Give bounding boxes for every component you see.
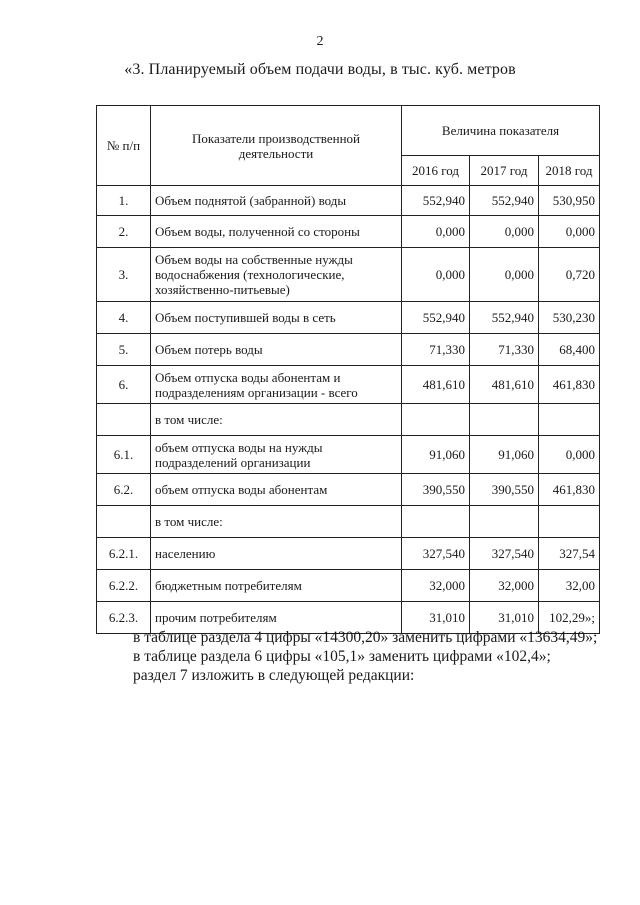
row-label: населению: [151, 538, 402, 570]
table-row: [97, 474, 600, 506]
row-value: [539, 404, 600, 436]
row-label: объем отпуска воды абонентам: [151, 474, 402, 506]
table-row: [97, 436, 600, 474]
row-number: 6.2.1.: [97, 538, 151, 570]
row-value: [402, 506, 470, 538]
table-row: [97, 366, 600, 404]
row-value: 91,060: [402, 436, 470, 474]
row-value: 68,400: [539, 334, 600, 366]
row-value: 32,00: [539, 570, 600, 602]
row-label: Объем воды, полученной со стороны: [151, 216, 402, 248]
row-value: 552,940: [470, 186, 539, 216]
row-value: [402, 404, 470, 436]
row-value: 0,000: [402, 248, 470, 302]
row-value: 71,330: [470, 334, 539, 366]
row-value: 390,550: [470, 474, 539, 506]
table-row: [97, 302, 600, 334]
row-label: прочим потребителям: [151, 602, 402, 634]
row-value: 552,940: [402, 186, 470, 216]
row-value: 0,000: [470, 216, 539, 248]
row-number: 6.1.: [97, 436, 151, 474]
row-number: [97, 404, 151, 436]
row-value: 102,29»;: [539, 602, 600, 634]
row-number: 6.2.3.: [97, 602, 151, 634]
amendment-text: [133, 628, 603, 685]
row-number: 3.: [97, 248, 151, 302]
row-value: 390,550: [402, 474, 470, 506]
row-number: 6.2.2.: [97, 570, 151, 602]
year-header: 2016 год: [402, 156, 470, 186]
row-label: Объем воды на собственные нужды водоснабжения (технологические, хозяйственно-питьевые): [151, 248, 402, 302]
page-number: 2: [316, 34, 324, 49]
row-number: [97, 506, 151, 538]
col-number-header: № п/п: [97, 106, 151, 186]
row-value: 327,540: [402, 538, 470, 570]
row-value: 481,610: [470, 366, 539, 404]
row-value: 32,000: [470, 570, 539, 602]
row-value: 0,000: [539, 216, 600, 248]
table-row: [97, 334, 600, 366]
row-value: 0,000: [402, 216, 470, 248]
amendment-paragraph: в таблице раздела 4 цифры «14300,20» заменить цифрами «13634,49»;: [133, 629, 598, 646]
row-label: Объем отпуска воды абонентам и подразделениям организации - всего: [151, 366, 402, 404]
row-label: в том числе:: [151, 404, 402, 436]
row-label: Объем потерь воды: [151, 334, 402, 366]
row-number: 5.: [97, 334, 151, 366]
row-value: 31,010: [402, 602, 470, 634]
row-value: 327,54: [539, 538, 600, 570]
row-value: 32,000: [402, 570, 470, 602]
row-value: [470, 506, 539, 538]
row-number: 6.: [97, 366, 151, 404]
row-value: [539, 506, 600, 538]
row-value: 0,000: [470, 248, 539, 302]
row-label: Объем поднятой (забранной) воды: [151, 186, 402, 216]
year-header: 2017 год: [470, 156, 539, 186]
amendment-paragraph: раздел 7 изложить в следующей редакции:: [133, 667, 415, 684]
row-value: 530,950: [539, 186, 600, 216]
table-row: [97, 570, 600, 602]
row-label: в том числе:: [151, 506, 402, 538]
row-value: 461,830: [539, 366, 600, 404]
row-label: бюджетным потребителям: [151, 570, 402, 602]
table-row: [97, 538, 600, 570]
row-value: 552,940: [402, 302, 470, 334]
col-indicator-header: Показатели производственной деятельности: [151, 106, 402, 186]
water-supply-table: [96, 105, 600, 634]
row-value: 91,060: [470, 436, 539, 474]
table-header-row: [97, 106, 600, 156]
row-value: 0,000: [539, 436, 600, 474]
row-number: 2.: [97, 216, 151, 248]
row-value: 31,010: [470, 602, 539, 634]
row-value: 552,940: [470, 302, 539, 334]
row-value: 530,230: [539, 302, 600, 334]
row-value: [470, 404, 539, 436]
table-row: [97, 248, 600, 302]
year-header: 2018 год: [539, 156, 600, 186]
row-value: 461,830: [539, 474, 600, 506]
section-heading: «3. Планируемый объем подачи воды, в тыс. куб. метров: [124, 61, 516, 78]
amendment-paragraph: в таблице раздела 6 цифры «105,1» заменить цифрами «102,4»;: [133, 648, 551, 665]
row-label: объем отпуска воды на нужды подразделений организации: [151, 436, 402, 474]
row-value: 71,330: [402, 334, 470, 366]
table-row: [97, 404, 600, 436]
row-value: 327,540: [470, 538, 539, 570]
table-row: [97, 186, 600, 216]
row-value: 481,610: [402, 366, 470, 404]
col-value-header: Величина показателя: [402, 106, 600, 156]
table-row: [97, 216, 600, 248]
row-label: Объем поступившей воды в сеть: [151, 302, 402, 334]
row-number: 1.: [97, 186, 151, 216]
table-row: [97, 506, 600, 538]
row-number: 4.: [97, 302, 151, 334]
row-value: 0,720: [539, 248, 600, 302]
row-number: 6.2.: [97, 474, 151, 506]
